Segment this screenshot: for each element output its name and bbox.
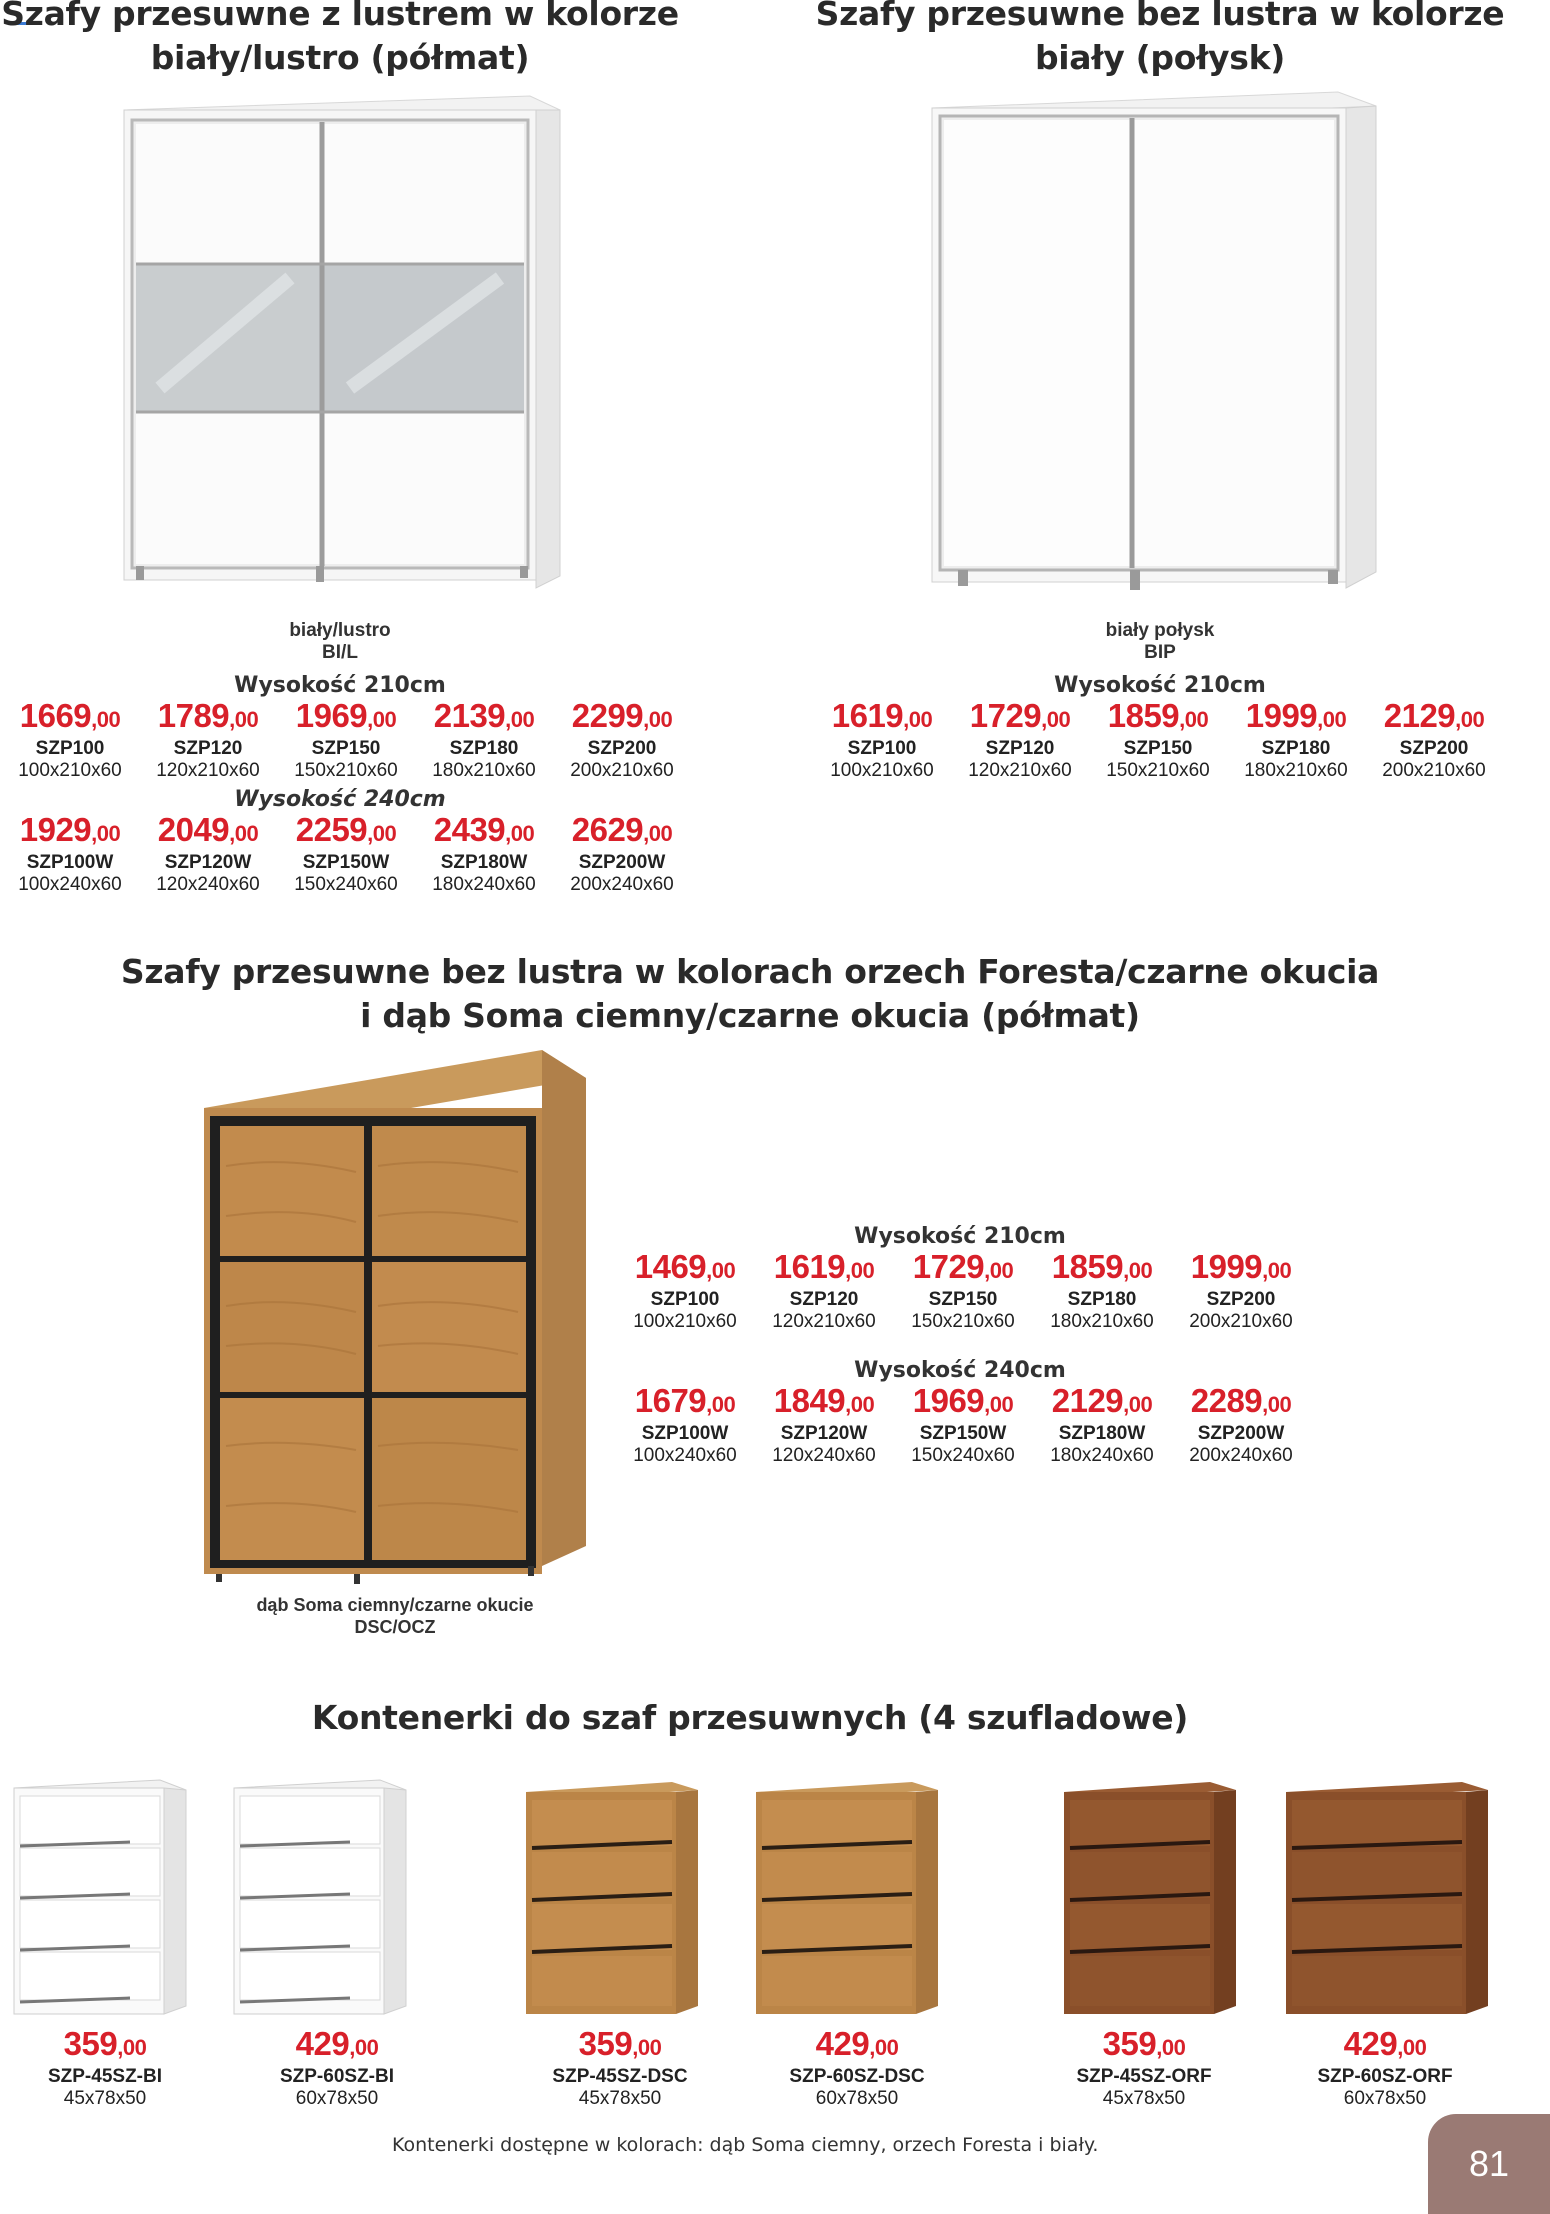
price: 429,00	[815, 2025, 899, 2062]
product-dimensions: 100x240x60	[18, 874, 122, 895]
price-row	[812, 698, 1502, 788]
product-code: SZP120	[985, 738, 1055, 759]
product-dimensions: 60x78x50	[815, 2088, 899, 2109]
product-dimensions: 200x210x60	[570, 760, 674, 781]
price: 2259,00	[295, 811, 397, 848]
product-code: SZP200	[587, 738, 657, 759]
wardrobe-white-mirror-image	[110, 88, 570, 608]
product-dimensions: 180x210x60	[1050, 1311, 1154, 1332]
product-dimensions: 45x78x50	[1102, 2088, 1186, 2109]
product-dimensions: 180x240x60	[1050, 1445, 1154, 1466]
product-dimensions: 120x240x60	[156, 874, 260, 895]
product-dimensions: 60x78x50	[295, 2088, 379, 2109]
price-item	[1032, 1249, 1172, 1333]
price-item	[1171, 1383, 1311, 1467]
price: 359,00	[63, 2025, 147, 2062]
price-item	[0, 812, 140, 896]
product-dimensions: 150x210x60	[1106, 760, 1210, 781]
price: 1619,00	[773, 1248, 875, 1285]
container-oak-60-image	[752, 1778, 942, 2020]
product-code: SZP100	[650, 1289, 720, 1310]
section-title-containers: Kontenerki do szaf przesuwnych (4 szufladowe)	[311, 1698, 1189, 1737]
price-item	[754, 1383, 894, 1467]
section-title-wood: Szafy przesuwne bez lustra w kolorach orzech Foresta/czarne okucia i dąb Soma ciemny/czarne okucia (półmat)	[120, 952, 1380, 1035]
product-code: SZP-45SZ-DSC	[552, 2066, 688, 2087]
product-code: SZP200	[1399, 738, 1469, 759]
container-price-item	[1270, 2026, 1500, 2110]
price-item	[1171, 1249, 1311, 1333]
product-dimensions: 150x240x60	[294, 874, 398, 895]
container-price-item	[505, 2026, 735, 2110]
product-code: SZP180	[449, 738, 519, 759]
price-row	[615, 1383, 1315, 1473]
product-code: SZP120W	[164, 852, 252, 873]
price-item	[812, 698, 952, 782]
height-label-240: Wysokość 240cm	[854, 1358, 1066, 1383]
price: 429,00	[1343, 2025, 1427, 2062]
price: 1789,00	[157, 697, 259, 734]
price-item	[754, 1249, 894, 1333]
product-code: SZP180W	[1058, 1423, 1146, 1444]
price: 1729,00	[969, 697, 1071, 734]
price: 2139,00	[433, 697, 535, 734]
product-code: SZP-60SZ-ORF	[1317, 2066, 1453, 2087]
product-dimensions: 60x78x50	[1343, 2088, 1427, 2109]
price: 1929,00	[19, 811, 121, 848]
price-item	[276, 812, 416, 896]
price: 1999,00	[1190, 1248, 1292, 1285]
price: 1619,00	[831, 697, 933, 734]
product-dimensions: 150x240x60	[911, 1445, 1015, 1466]
product-code: SZP180	[1067, 1289, 1137, 1310]
product-dimensions: 180x210x60	[1244, 760, 1348, 781]
color-caption-oak: dąb Soma ciemny/czarne okucie DSC/OCZ	[256, 1595, 534, 1637]
height-label-240: Wysokość 240cm	[234, 787, 446, 812]
product-dimensions: 120x240x60	[772, 1445, 876, 1466]
wardrobe-oak-image	[196, 1046, 596, 1586]
price-item	[0, 698, 140, 782]
container-white-45-image	[10, 1778, 190, 2020]
price-item	[893, 1249, 1033, 1333]
product-code: SZP100	[35, 738, 105, 759]
product-code: SZP200	[1206, 1289, 1276, 1310]
price-item	[414, 812, 554, 896]
container-price-item	[1029, 2026, 1259, 2110]
color-caption-white-gloss: biały połysk BIP	[1105, 620, 1215, 663]
price-item	[1364, 698, 1504, 782]
price: 1859,00	[1051, 1248, 1153, 1285]
price: 2439,00	[433, 811, 535, 848]
color-caption-white-mirror: biały/lustro BI/L	[289, 620, 391, 663]
price: 2289,00	[1190, 1382, 1292, 1419]
container-walnut-45-image	[1060, 1778, 1240, 2020]
product-dimensions: 180x210x60	[432, 760, 536, 781]
price-item	[138, 812, 278, 896]
height-label-210: Wysokość 210cm	[1054, 673, 1266, 698]
price: 1469,00	[634, 1248, 736, 1285]
product-code: SZP100W	[641, 1423, 729, 1444]
product-dimensions: 45x78x50	[578, 2088, 662, 2109]
product-code: SZP100W	[26, 852, 114, 873]
price-item	[552, 812, 692, 896]
containers-footnote: Kontenerki dostępne w kolorach: dąb Soma ciemny, orzech Foresta i biały.	[392, 2134, 1099, 2156]
price-item	[552, 698, 692, 782]
product-code: SZP200W	[1197, 1423, 1285, 1444]
product-dimensions: 200x210x60	[1382, 760, 1486, 781]
price: 359,00	[578, 2025, 662, 2062]
product-dimensions: 200x240x60	[570, 874, 674, 895]
price: 1969,00	[295, 697, 397, 734]
price: 2629,00	[571, 811, 673, 848]
price-item	[138, 698, 278, 782]
price: 429,00	[295, 2025, 379, 2062]
product-code: SZP120W	[780, 1423, 868, 1444]
product-code: SZP-45SZ-ORF	[1076, 2066, 1212, 2087]
price: 1669,00	[19, 697, 121, 734]
product-dimensions: 100x210x60	[18, 760, 122, 781]
price: 359,00	[1102, 2025, 1186, 2062]
product-code: SZP150	[1123, 738, 1193, 759]
product-code: SZP150W	[302, 852, 390, 873]
price-row	[0, 812, 690, 902]
price: 1969,00	[912, 1382, 1014, 1419]
product-code: SZP150	[311, 738, 381, 759]
price: 1729,00	[912, 1248, 1014, 1285]
product-dimensions: 120x210x60	[772, 1311, 876, 1332]
container-oak-45-image	[522, 1778, 702, 2020]
price-item	[615, 1383, 755, 1467]
section-title-white-mirror: Szafy przesuwne z lustrem w kolorze biały/lustro (półmat)	[1, 0, 679, 77]
price-item	[1032, 1383, 1172, 1467]
product-dimensions: 100x210x60	[633, 1311, 737, 1332]
product-code: SZP100	[847, 738, 917, 759]
product-dimensions: 100x240x60	[633, 1445, 737, 1466]
container-white-60-image	[230, 1778, 410, 2020]
product-code: SZP-60SZ-BI	[279, 2066, 395, 2087]
product-code: SZP180W	[440, 852, 528, 873]
product-dimensions: 200x240x60	[1189, 1445, 1293, 1466]
product-code: SZP-60SZ-DSC	[789, 2066, 925, 2087]
price-item	[893, 1383, 1033, 1467]
container-walnut-60-image	[1282, 1778, 1492, 2020]
container-price-item	[742, 2026, 972, 2110]
price: 2129,00	[1051, 1382, 1153, 1419]
height-label-210: Wysokość 210cm	[234, 673, 446, 698]
price: 1679,00	[634, 1382, 736, 1419]
product-code: SZP150W	[919, 1423, 1007, 1444]
price-row	[0, 698, 690, 788]
section-title-white-gloss: Szafy przesuwne bez lustra w kolorze biały (połysk)	[815, 0, 1505, 77]
price: 1859,00	[1107, 697, 1209, 734]
product-code: SZP-45SZ-BI	[47, 2066, 163, 2087]
product-dimensions: 150x210x60	[294, 760, 398, 781]
wardrobe-white-gloss-image	[918, 86, 1388, 616]
price: 1999,00	[1245, 697, 1347, 734]
container-price-item	[222, 2026, 452, 2110]
price-row	[615, 1249, 1315, 1339]
price: 2049,00	[157, 811, 259, 848]
product-code: SZP180	[1261, 738, 1331, 759]
price-item	[276, 698, 416, 782]
product-dimensions: 200x210x60	[1189, 1311, 1293, 1332]
height-label-210: Wysokość 210cm	[854, 1224, 1066, 1249]
product-code: SZP120	[173, 738, 243, 759]
price-item	[1088, 698, 1228, 782]
price-item	[1226, 698, 1366, 782]
container-price-item	[0, 2026, 220, 2110]
product-dimensions: 120x210x60	[968, 760, 1072, 781]
product-dimensions: 45x78x50	[63, 2088, 147, 2109]
price: 1849,00	[773, 1382, 875, 1419]
product-dimensions: 150x210x60	[911, 1311, 1015, 1332]
price: 2129,00	[1383, 697, 1485, 734]
product-dimensions: 180x240x60	[432, 874, 536, 895]
product-dimensions: 100x210x60	[830, 760, 934, 781]
product-code: SZP150	[928, 1289, 998, 1310]
price-item	[950, 698, 1090, 782]
price-item	[414, 698, 554, 782]
product-dimensions: 120x210x60	[156, 760, 260, 781]
product-code: SZP200W	[578, 852, 666, 873]
price: 2299,00	[571, 697, 673, 734]
price-item	[615, 1249, 755, 1333]
product-code: SZP120	[789, 1289, 859, 1310]
page-number: 81	[1428, 2114, 1550, 2214]
